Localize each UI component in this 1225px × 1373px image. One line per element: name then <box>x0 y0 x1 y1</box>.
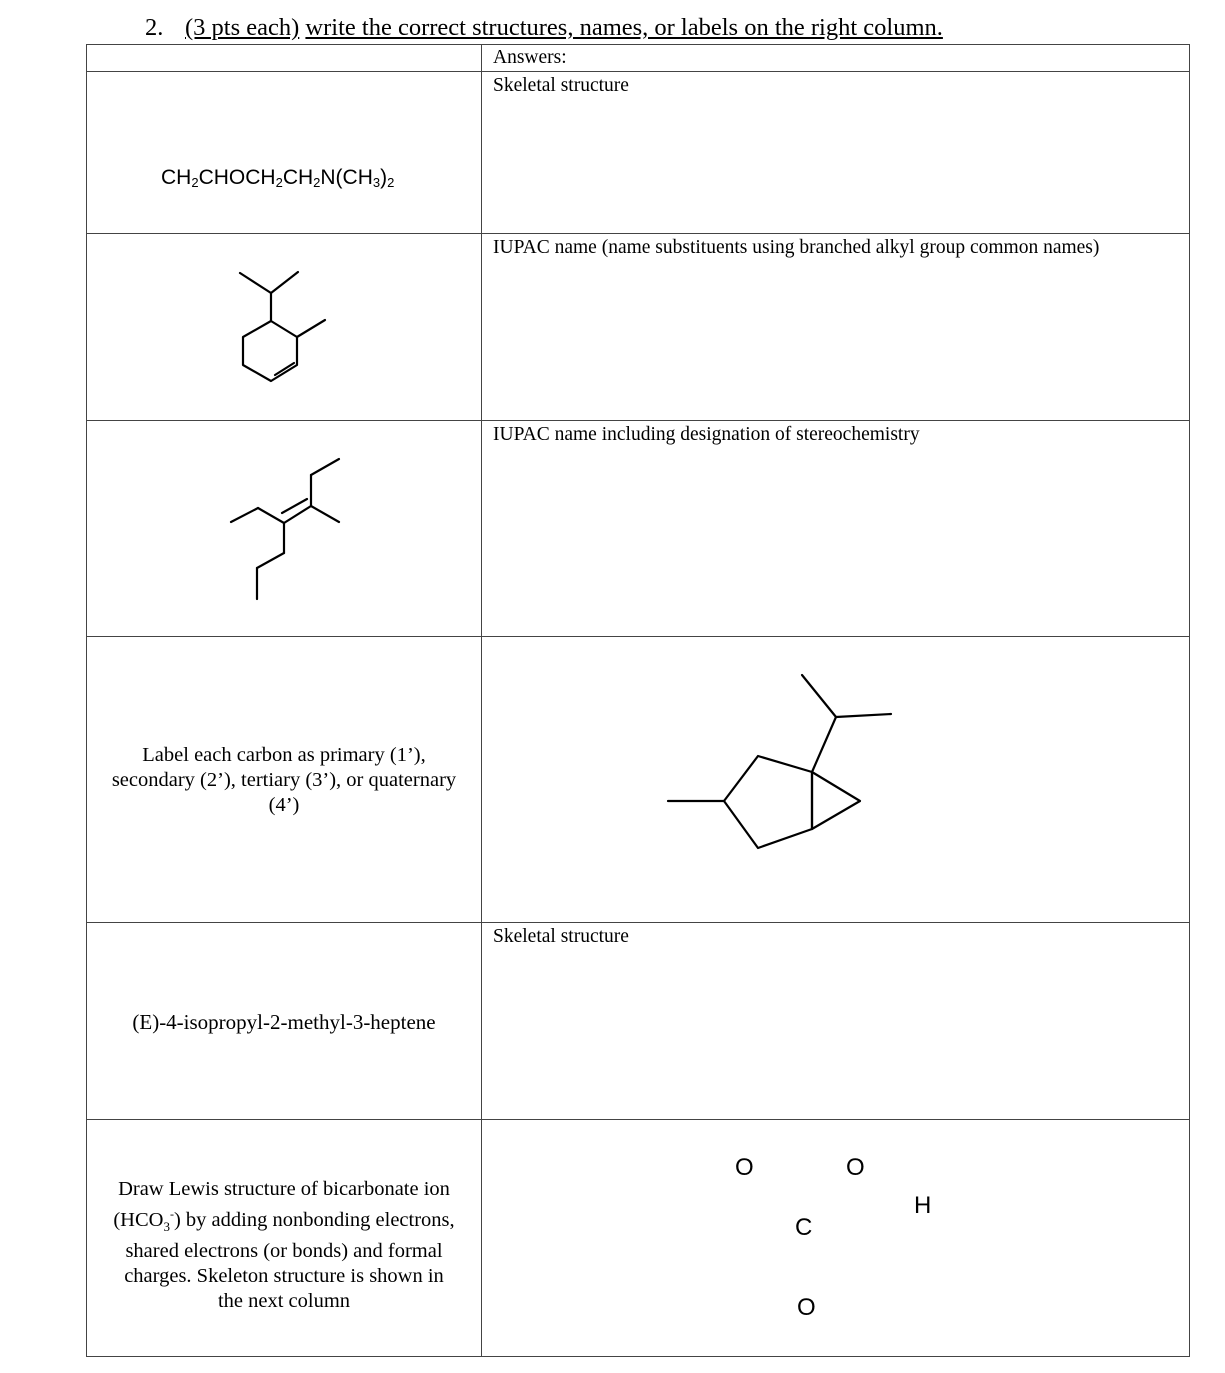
answer-cell-4[interactable] <box>482 637 1190 923</box>
atom-oxygen-3: O <box>797 1294 816 1321</box>
header-left-cell <box>87 45 482 72</box>
table-row <box>87 234 1190 421</box>
answer-cell-3[interactable] <box>482 421 1190 637</box>
answer-cell-6[interactable] <box>482 1120 1190 1357</box>
cyclohexene-structure <box>87 234 481 421</box>
atom-carbon: C <box>795 1214 813 1241</box>
answer-label-skeletal-2: Skeletal structure <box>493 926 629 947</box>
question-table <box>86 44 1190 1357</box>
atom-oxygen-1: O <box>735 1154 754 1181</box>
question-number: 2. <box>145 14 164 41</box>
atom-oxygen-2: O <box>846 1154 865 1181</box>
answers-header: Answers: <box>493 47 567 68</box>
table-row <box>87 72 1190 234</box>
answer-cell-5[interactable] <box>482 923 1190 1120</box>
atom-hydrogen: H <box>914 1192 932 1219</box>
answer-label-iupac-common: IUPAC name (name substituents using branched alkyl group common names) <box>493 237 1100 258</box>
answer-cell-2[interactable] <box>482 234 1190 421</box>
table-row <box>87 421 1190 637</box>
prompt-cell-1 <box>87 72 482 234</box>
header-right-cell <box>482 45 1190 72</box>
carbon-label-instructions: Label each carbon as primary (1’), secondary (2’), tertiary (3’), or quaternary (4’) <box>111 744 457 816</box>
answer-cell-1[interactable] <box>482 72 1190 234</box>
table-header-row <box>87 45 1190 72</box>
prompt-cell-4 <box>87 637 482 923</box>
bicyclic-structure <box>482 637 1190 923</box>
alkene-structure <box>87 421 481 637</box>
lewis-structure-instructions: Draw Lewis structure of bicarbonate ion $(HCO_3^-)$ by adding nonbonding electrons, shared electrons (or bonds) and formal charges. Skeleton structure is shown in the next column <box>113 1178 455 1312</box>
alkene-name-prompt: (E)-4-isopropyl-2-methyl-3-heptene <box>132 1010 436 1034</box>
table-row <box>87 1120 1190 1357</box>
prompt-cell-5 <box>87 923 482 1120</box>
table-row <box>87 637 1190 923</box>
question-heading <box>145 14 943 42</box>
condensed-formula: $CH_2CHOCH_2CH_2N(CH_3)_2$ <box>161 166 395 190</box>
table-row <box>87 923 1190 1120</box>
question-instruction: write the correct structures, names, or labels on the right column. <box>305 14 943 41</box>
answer-label-iupac-stereo: IUPAC name including designation of stereochemistry <box>493 424 920 445</box>
prompt-cell-3 <box>87 421 482 637</box>
question-points: (3 pts each) <box>185 14 300 41</box>
prompt-cell-6 <box>87 1120 482 1357</box>
prompt-cell-2 <box>87 234 482 421</box>
answer-label-skeletal: Skeletal structure <box>493 75 629 96</box>
